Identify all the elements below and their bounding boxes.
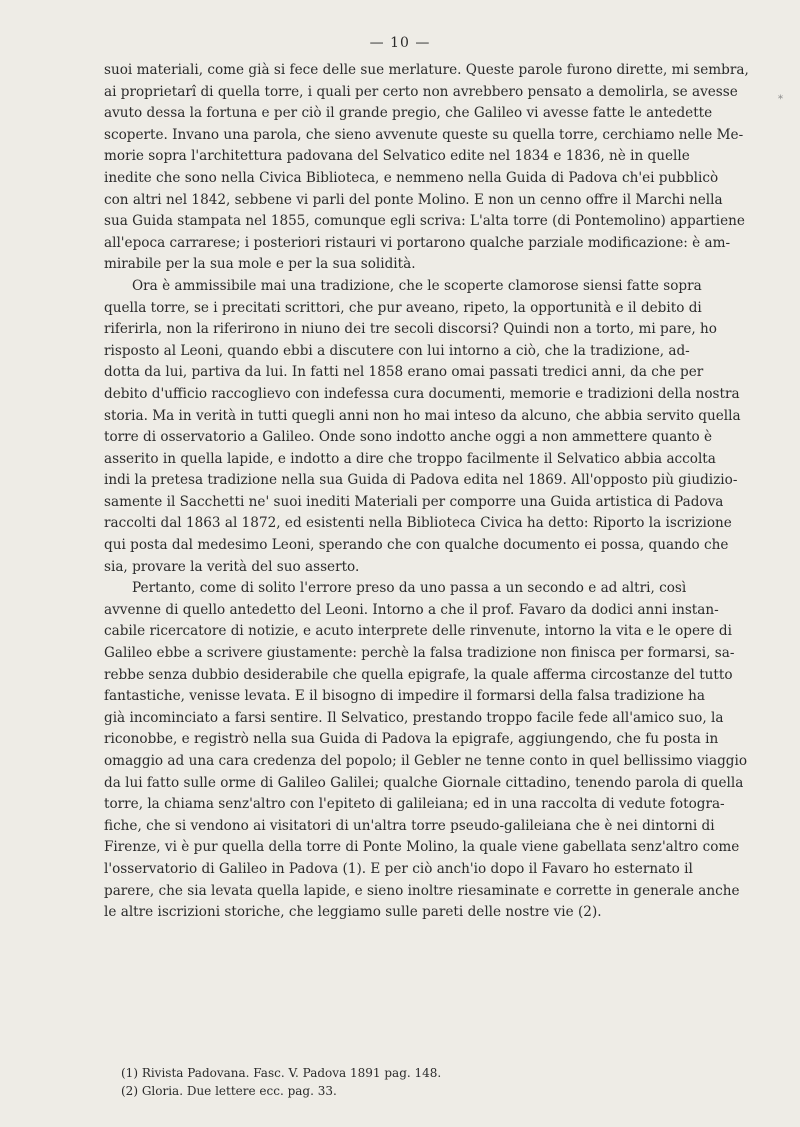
text-line: qui posta dal medesimo Leoni, sperando che con qualche documento ei possa, quando che bbox=[104, 537, 729, 554]
text-line: rebbe senza dubbio desiderabile che quella epigrafe, la quale afferma circostanze del tutto bbox=[104, 666, 733, 683]
text-line: già incominciato a farsi sentire. Il Selvatico, prestando troppo facile fede all'amico suo, la bbox=[104, 709, 724, 726]
text-line: Ora è ammissibile mai una tradizione, che le scoperte clamorose siensi fatte sopra bbox=[132, 277, 702, 294]
text-line: sia, provare la verità del suo asserto. bbox=[104, 558, 360, 575]
text-line: morie sopra l'architettura padovana del Selvatico edite nel 1834 e 1836, nè in quelle bbox=[104, 148, 690, 165]
text-line: raccolti dal 1863 al 1872, ed esistenti nella Biblioteca Civica ha detto: Riporto la iscrizione bbox=[104, 515, 732, 532]
text-line: suoi materiali, come già si fece delle sue merlature. Queste parole furono dirette, mi sembra, bbox=[104, 62, 749, 78]
text-line: fiche, che si vendono ai visitatori di un'altra torre pseudo-galileiana che è nei dintorni di bbox=[104, 817, 715, 834]
text-line: debito d'ufficio raccoglievo con indefessa cura documenti, memorie e tradizioni della nostra bbox=[104, 385, 740, 402]
text-line: Pertanto, come di solito l'errore preso da uno passa a un secondo e ad altri, così bbox=[132, 580, 687, 597]
text-line: torre di osservatorio a Galileo. Onde sono indotto anche oggi a non ammettere quanto è bbox=[104, 429, 713, 446]
footnote: (1) Rivista Padovana. Fasc. V. Padova 1891 pag. 148. bbox=[121, 1066, 442, 1080]
text-line: avvenne di quello antedetto del Leoni. Intorno a che il prof. Favaro da dodici anni instan- bbox=[104, 601, 719, 618]
text-line: mirabile per la sua mole e per la sua solidità. bbox=[104, 256, 416, 273]
text-line: inedite che sono nella Civica Biblioteca, e nemmeno nella Guida di Padova ch'ei pubblicò bbox=[104, 169, 719, 186]
text-line: da lui fatto sulle orme di Galileo Galilei; qualche Giornale cittadino, tenendo parola di quella bbox=[104, 774, 744, 791]
text-line: ai proprietarî di quella torre, i quali per certo non avrebbero pensato a demolirla, se avesse bbox=[104, 83, 738, 100]
text-line: risposto al Leoni, quando ebbi a discutere con lui intorno a ciò, che la tradizione, ad- bbox=[104, 342, 690, 359]
text-line: Galileo ebbe a scrivere giustamente: perchè la falsa tradizione non finisca per formarsi, sa- bbox=[104, 645, 735, 662]
page-number: — 10 — bbox=[369, 35, 431, 51]
text-line: storia. Ma in verità in tutti quegli anni non ho mai inteso da alcuno, che abbia servito quella bbox=[104, 407, 741, 424]
text-line: avuto dessa la fortuna e per ciò il grande pregio, che Galileo vi avesse fatte le antedette bbox=[104, 105, 713, 122]
text-line: riferirla, non la riferirono in niuno dei tre secoli discorsi? Quindi non a torto, mi pare, ho bbox=[104, 321, 717, 338]
footnote: (2) Gloria. Due lettere ecc. pag. 33. bbox=[121, 1084, 337, 1098]
text-line: samente il Sacchetti ne' suoi inediti Materiali per comporre una Guida artistica di Padova bbox=[104, 493, 724, 510]
text-line: indi la pretesa tradizione nella sua Guida di Padova edita nel 1869. All'opposto più giudizio- bbox=[104, 472, 738, 489]
text-line: all'epoca carrarese; i posteriori ristauri vi portarono qualche parziale modificazione: è am- bbox=[104, 234, 731, 251]
text-line: scoperte. Invano una parola, che sieno avvenute queste su quella torre, cerchiamo nelle Me- bbox=[104, 126, 744, 143]
text-line: dotta da lui, partiva da lui. In fatti nel 1858 erano omai passati tredici anni, da che per bbox=[104, 364, 704, 381]
text-line: parere, che sia levata quella lapide, e sieno inoltre riesaminate e corrette in generale anche bbox=[104, 882, 740, 899]
footnotes bbox=[121, 1064, 741, 1100]
body-text bbox=[104, 60, 754, 924]
text-line: Firenze, vi è pur quella della torre di Ponte Molino, la quale viene gabellata senz'altro come bbox=[104, 839, 740, 856]
text-line: torre, la chiama senz'altro con l'epiteto di galileiana; ed in una raccolta di vedute fotogra- bbox=[104, 796, 725, 813]
text-line: quella torre, se i precitati scrittori, che pur aveano, ripeto, la opportunità e il debito di bbox=[104, 299, 702, 316]
text-line: l'osservatorio di Galileo in Padova (1). E per ciò anch'io dopo il Favaro ho esternato il bbox=[104, 860, 693, 877]
text-line: riconobbe, e registrò nella sua Guida di Padova la epigrafe, aggiungendo, che fu posta in bbox=[104, 731, 719, 748]
margin-mark: * bbox=[778, 94, 783, 105]
text-line: sua Guida stampata nel 1855, comunque egli scriva: L'alta torre (di Pontemolino) appartiene bbox=[104, 213, 745, 230]
text-line: omaggio ad una cara credenza del popolo; il Gebler ne tenne conto in quel bellissimo viaggio bbox=[104, 753, 748, 769]
text-line: le altre iscrizioni storiche, che leggiamo sulle pareti delle nostre vie (2). bbox=[104, 904, 602, 921]
text-line: con altri nel 1842, sebbene vi parli del ponte Molino. E non un cenno offre il Marchi nella bbox=[104, 191, 723, 208]
text-line: cabile ricercatore di notizie, e acuto interprete delle rinvenute, intorno la vita e le opere di bbox=[104, 623, 732, 640]
text-line: asserito in quella lapide, e indotto a dire che troppo facilmente il Selvatico abbia accolta bbox=[104, 450, 716, 467]
text-line: fantastiche, venisse levata. E il bisogno di impedire il formarsi della falsa tradizione ha bbox=[104, 688, 705, 705]
